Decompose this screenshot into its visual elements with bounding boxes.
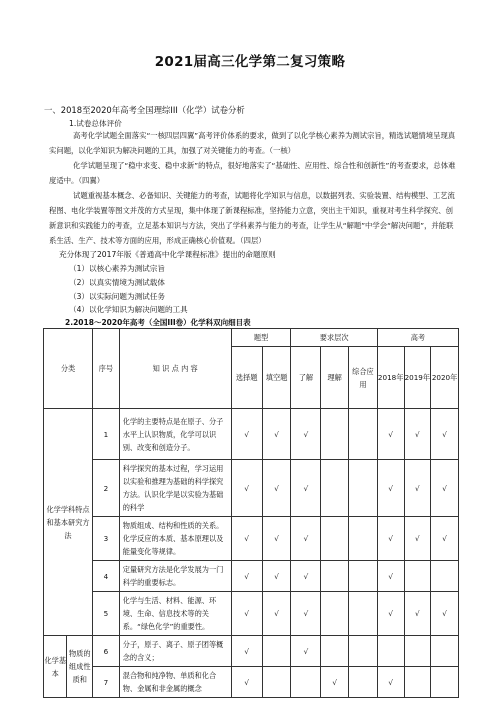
row-number: 6 xyxy=(93,636,120,667)
check-cell xyxy=(321,409,349,460)
table-row xyxy=(44,409,459,460)
check-cell: √ xyxy=(291,592,321,636)
check-cell: √ xyxy=(231,460,262,517)
header-year-2019: 2019年 xyxy=(404,347,431,409)
check-cell: √ xyxy=(262,460,291,517)
header-knowledge-points: 知 识 点 内 容 xyxy=(119,329,231,409)
header-category: 分类 xyxy=(44,329,93,409)
check-cell xyxy=(321,460,349,517)
paragraph-2: 化学试题呈现了“稳中求变、稳中求新”的特点，很好地落实了“基础性、应用性、综合性和创新性”的考查要求，总体难度适中。（四翼） xyxy=(49,161,456,185)
check-cell xyxy=(349,592,378,636)
check-cell: √ xyxy=(431,460,459,517)
check-cell: √ xyxy=(404,592,431,636)
header-exam: 高考 xyxy=(377,329,458,347)
check-cell xyxy=(404,636,431,667)
header-choice: 选择题 xyxy=(231,347,262,409)
section-heading: 一、2018至2020年高考全国理综III（化学）试卷分析 xyxy=(44,105,245,115)
principle-item: （2）以真实情境为测试载体 xyxy=(69,278,165,287)
table-caption: 2.2018～2020年高考（全国III卷）化学科双向细目表 xyxy=(65,318,251,327)
check-cell: √ xyxy=(231,561,262,592)
check-cell xyxy=(349,460,378,517)
check-cell: √ xyxy=(231,667,262,698)
knowledge-point: 化学与生活、材料、能源、环境、生命、信息技术等的关系。“绿色化学”的重要性。 xyxy=(119,592,231,636)
category-cell-substance: 物质的组成性质和 xyxy=(67,636,93,698)
check-cell: √ xyxy=(291,561,321,592)
check-cell xyxy=(431,636,459,667)
detail-table xyxy=(43,328,459,698)
category-cell: 化学学科特点和基本研究方法 xyxy=(44,409,93,636)
principle-item: （4）以化学知识为解决问题的工具 xyxy=(69,305,188,314)
header-comprehend: 理解 xyxy=(321,347,349,409)
check-cell: √ xyxy=(377,409,404,460)
header-apply: 综合应用 xyxy=(349,347,378,409)
row-number: 1 xyxy=(93,409,120,460)
subsection-heading: 1.试卷总体评价 xyxy=(69,119,122,128)
table-row xyxy=(44,517,459,561)
knowledge-point: 化学的主要特点是在原子、分子水平上认识物质，化学可以识别、改变和创造分子。 xyxy=(119,409,231,460)
knowledge-point: 混合物和纯净物、单质和化合物、金属和非金属的概念 xyxy=(119,667,231,698)
check-cell: √ xyxy=(262,409,291,460)
table-row xyxy=(44,561,459,592)
check-cell: √ xyxy=(291,409,321,460)
table-row xyxy=(44,592,459,636)
check-cell xyxy=(377,636,404,667)
check-cell: √ xyxy=(431,409,459,460)
check-cell xyxy=(431,561,459,592)
check-cell: √ xyxy=(231,517,262,561)
check-cell: √ xyxy=(377,667,404,698)
check-cell: √ xyxy=(321,667,349,698)
row-number: 4 xyxy=(93,561,120,592)
check-cell: √ xyxy=(291,460,321,517)
check-cell: √ xyxy=(262,592,291,636)
header-understand: 了解 xyxy=(291,347,321,409)
check-cell xyxy=(349,517,378,561)
header-fill-blank: 填空题 xyxy=(262,347,291,409)
check-cell: √ xyxy=(404,517,431,561)
row-number: 5 xyxy=(93,592,120,636)
knowledge-point: 物质组成、结构和性质的关系。化学反应的本质、基本原理以及能量变化等规律。 xyxy=(119,517,231,561)
header-year-2020: 2020年 xyxy=(431,347,459,409)
check-cell: √ xyxy=(431,592,459,636)
knowledge-point: 科学探究的基本过程，学习运用以实验和推理为基础的科学探究方法。认识化学是以实验为基础的科学 xyxy=(119,460,231,517)
check-cell: √ xyxy=(404,460,431,517)
row-number: 3 xyxy=(93,517,120,561)
paragraph-1: 高考化学试题全面落实“一核四层四翼”高考评价体系的要求，做到了以化学核心素养为测试宗旨，精选试题情境呈现真实问题，以化学知识为解决问题的工具，加强了对关键能力的考查。（一核） xyxy=(49,131,456,155)
check-cell: √ xyxy=(291,517,321,561)
check-cell: √ xyxy=(231,592,262,636)
check-cell: √ xyxy=(262,517,291,561)
curriculum-line: 充分体现了2017年版《普通高中化学课程标准》提出的命题原则 xyxy=(59,250,276,259)
header-question-type: 题型 xyxy=(231,329,291,347)
header-requirement-level: 要求层次 xyxy=(291,329,377,347)
principle-item: （3）以实际问题为测试任务 xyxy=(69,292,165,301)
check-cell xyxy=(262,667,291,698)
check-cell: √ xyxy=(231,636,262,667)
check-cell xyxy=(404,561,431,592)
check-cell xyxy=(262,636,291,667)
page-title: 2021届高三化学第二复习策略 xyxy=(154,54,346,70)
paragraph-3: 试题重视基本概念、必备知识、关键能力的考查，试题将化学知识与信息，以数据列表、实验装置、结构模型、工艺流程图、电化学装置等图文并茂的方式呈现，集中体现了新课程标准，坚持能力立意，突出主干知识，重视对考生科学探究、创新意识和实践能力的考查，立足基本知识与方法，突出了学科素养与能力的考查，让学生从“解题”中学会“解决问题”，并能联系生活、生产、技术等方面的应用，形成正确核心价值观。（四层） xyxy=(49,191,455,245)
knowledge-point: 分子，原子、离子、原子团等概念的含义； xyxy=(119,636,231,667)
check-cell: √ xyxy=(377,517,404,561)
table-row xyxy=(44,667,459,698)
table-row xyxy=(44,636,459,667)
category-cell-chemistry-basics: 化学基本 xyxy=(44,636,67,698)
check-cell xyxy=(321,636,349,667)
header-number: 序号 xyxy=(93,329,120,409)
check-cell: √ xyxy=(377,592,404,636)
check-cell xyxy=(349,636,378,667)
check-cell xyxy=(321,592,349,636)
check-cell: √ xyxy=(262,561,291,592)
check-cell xyxy=(321,561,349,592)
check-cell: √ xyxy=(377,460,404,517)
header-year-2018: 2018年 xyxy=(377,347,404,409)
check-cell: √ xyxy=(377,561,404,592)
check-cell xyxy=(291,667,321,698)
check-cell xyxy=(404,667,431,698)
check-cell xyxy=(321,517,349,561)
row-number: 7 xyxy=(93,667,120,698)
check-cell: √ xyxy=(431,517,459,561)
check-cell: √ xyxy=(404,409,431,460)
knowledge-point: 定量研究方法是化学发展为一门科学的重要标志。 xyxy=(119,561,231,592)
check-cell xyxy=(349,409,378,460)
check-cell: √ xyxy=(291,636,321,667)
row-number: 2 xyxy=(93,460,120,517)
check-cell: √ xyxy=(231,409,262,460)
check-cell xyxy=(349,561,378,592)
principle-item: （1）以核心素养为测试宗旨 xyxy=(69,264,165,273)
table-row xyxy=(44,460,459,517)
check-cell xyxy=(431,667,459,698)
check-cell xyxy=(349,667,378,698)
